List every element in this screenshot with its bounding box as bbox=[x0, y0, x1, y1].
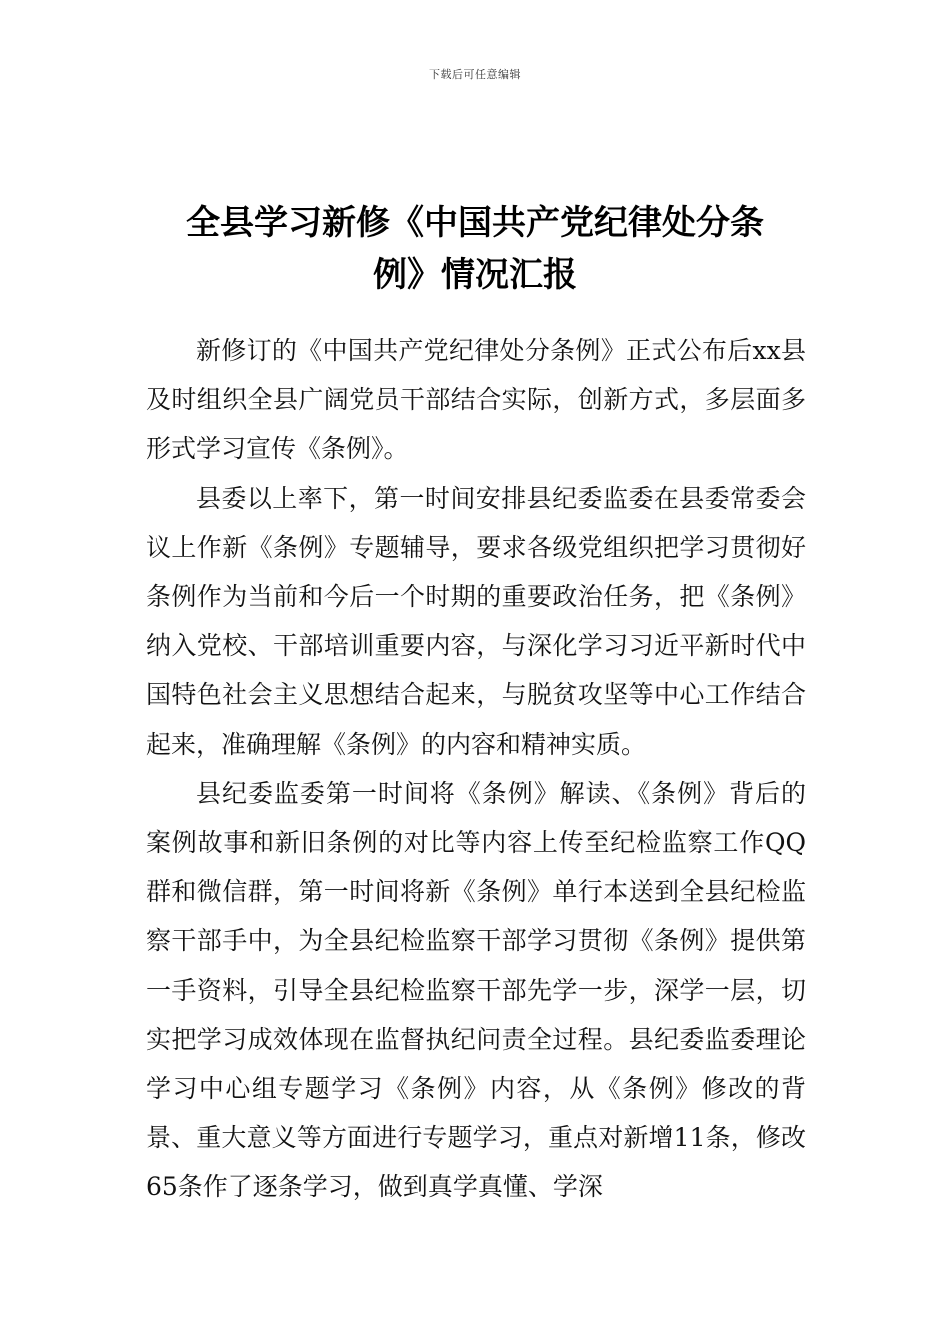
document-body bbox=[146, 326, 806, 1212]
paragraph: 县纪委监委第一时间将《条例》解读、《条例》背后的案例故事和新旧条例的对比等内容上传至纪检监察工作QQ群和微信群，第一时间将新《条例》单行本送到全县纪检监察干部手中，为全县纪检监察干部学习贯彻《条例》提供第一手资料，引导全县纪检监察干部先学一步，深学一层，切实把学习成效体现在监督执纪问责全过程。县纪委监委理论学习中心组专题学习《条例》内容，从《条例》修改的背景、重大意义等方面进行专题学习，重点对新增11条，修改65条作了逐条学习，做到真学真懂、学深 bbox=[146, 778, 806, 1202]
header-note: 下载后可任意编辑 bbox=[429, 68, 521, 81]
title-line-1: 全县学习新修《中国共产党纪律处分条 bbox=[186, 202, 764, 243]
paragraph: 新修订的《中国共产党纪律处分条例》正式公布后xx县及时组织全县广阔党员干部结合实际，创新方式，多层面多形式学习宣传《条例》。 bbox=[146, 336, 806, 464]
paragraph: 县委以上率下，第一时间安排县纪委监委在县委常委会议上作新《条例》专题辅导，要求各级党组织把学习贯彻好条例作为当前和今后一个时期的重要政治任务，把《条例》纳入党校、干部培训重要内容，与深化学习习近平新时代中国特色社会主义思想结合起来，与脱贫攻坚等中心工作结合起来，准确理解《条例》的内容和精神实质。 bbox=[146, 483, 806, 759]
title-line-2: 例》情况汇报 bbox=[373, 254, 577, 295]
document-title bbox=[140, 197, 810, 301]
